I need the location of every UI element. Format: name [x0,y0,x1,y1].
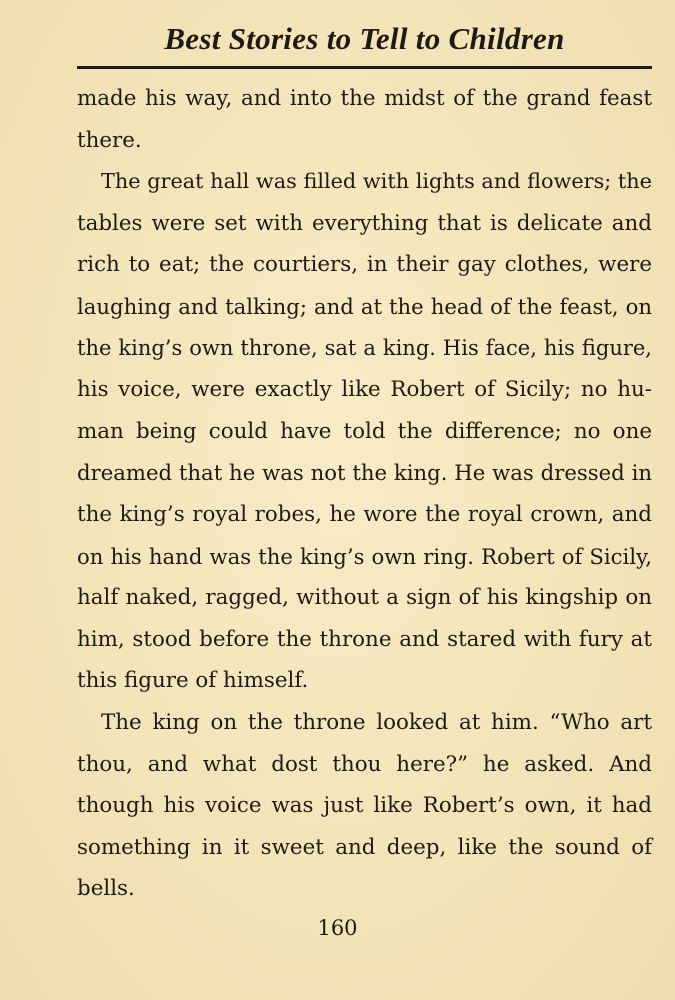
text-line: The great hall was filled with lights and flowers; the [101,169,652,194]
text-line: on his hand was the king’s own ring. Robert of Sicily, [77,543,652,569]
text-line: the king’s own throne, sat a king. His face, his figure, [77,335,652,360]
text-line: dreamed that he was not the king. He was dressed in [77,460,652,486]
paragraph [77,161,652,702]
paragraph [77,78,652,161]
text-line: laughing and talking; and at the head of the feast, on [77,293,652,319]
text-line: this figure of himself. [77,668,309,694]
text-line: rich to eat; the courtiers, in their gay clothes, were [77,252,652,278]
text-line: bells. [77,876,135,902]
text-line: the king’s royal robes, he wore the royal crown, and [77,501,652,527]
text-line: The king on the throne looked at him. “Who art [101,709,652,735]
text-line: made his way, and into the midst of the grand feast [77,86,652,111]
page-number: 160 [317,916,358,940]
paragraph [77,702,652,910]
text-line: though his voice was just like Robert’s own, it had [77,793,652,819]
text-line: him, stood before the throne and stared with fury at [77,626,652,652]
text-line: his voice, were exactly like Robert of Sicily; no hu- [77,377,652,403]
text-line: something in it sweet and deep, like the sound of [77,834,652,860]
text-line: there. [77,127,142,153]
text-line: tables were set with everything that is delicate and [77,210,652,236]
text-line: man being could have told the difference; no one [77,418,652,444]
text-line: half naked, ragged, without a sign of his kingship on [77,585,652,611]
text-line: thou, and what dost thou here?” he asked. And [77,751,652,777]
running-head: Best Stories to Tell to Children [164,21,565,56]
body-text [77,78,652,910]
header-rule [77,66,652,69]
